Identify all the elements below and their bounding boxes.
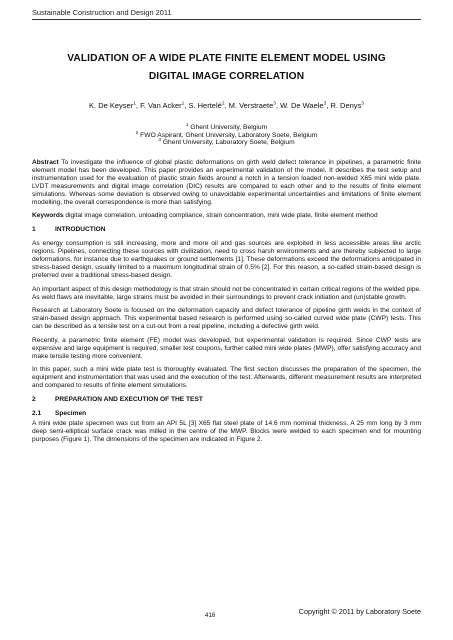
subsection-heading: 2.1 Specimen	[32, 409, 87, 417]
title-line-2: DIGITAL IMAGE CORRELATION	[148, 71, 305, 82]
title-line-1: VALIDATION OF A WIDE PLATE FINITE ELEMENT MODEL USING	[67, 53, 386, 64]
author: K. De Keyser$^1$	[89, 101, 136, 110]
author-list: K. De Keyser$^1$, F. Van Acker$^1$, S. Hertelé$^2$, M. Verstraete$^3$, W. De Waele$^3$, R. Denys$^3$	[89, 101, 364, 110]
abstract-label: Abstract	[32, 159, 59, 166]
keywords-label: Keywords	[32, 212, 64, 220]
author: R. Denys$^3$	[330, 101, 364, 110]
section-heading: 2 PREPARATION AND EXECUTION OF THE TEST	[32, 395, 203, 403]
keywords-text: digital image correlation, unloading compliance, strain concentration, mini wide plate, finite element method	[65, 212, 378, 220]
paragraph: Research at Laboratory Soete is focused on the deformation capacity and defect tolerance of pipeline girth welds in the context of strain-based design approach. This experimental based research is performed using so-called curved wide plate (CWP) tests. This can be described as a tensile test on a cut-out from a real pipeline, including a defective girth weld.	[32, 307, 421, 331]
affiliation: $^1$ Ghent University, Belgium	[185, 122, 268, 131]
affiliation: $^2$ FWO Aspirant, Ghent University, Laboratory Soete, Belgium	[135, 130, 318, 139]
header-rule	[32, 19, 421, 20]
author: W. De Waele$^3$	[280, 101, 327, 110]
paragraph: Recently, a parametric finite element (FE) model was developed, but experimental validation is required. Since CWP tests are expensive and large equipment is required, smaller test coupons, further called mini wide plates (MWP), offer satisfying accuracy and make tensile testing more convenient.	[32, 336, 421, 360]
paper-body	[32, 159, 421, 449]
page-number: 416	[205, 612, 216, 619]
section-heading: 1 INTRODUCTION	[32, 226, 106, 234]
author: F. Van Acker$^1$	[140, 101, 185, 110]
paragraph: In this paper, such a mini wide plate test is thoroughly evaluated. The first section discusses the preparation of the specimen, the equipment and instrumentation that was used and the execution of the test. Afterwards, different measurement results are interpreted and compared to results of finite element simulations.	[32, 365, 421, 389]
running-header: Sustainable Construction and Design 2011	[32, 8, 172, 17]
copyright-notice: Copyright © 2011 by Laboratory Soete	[298, 607, 421, 616]
affiliation-list	[32, 124, 421, 147]
author: S. Hertelé$^2$	[188, 101, 225, 110]
affiliation: $^3$ Ghent University, Laboratory Soete, Belgium	[158, 137, 295, 147]
abstract-text: To investigate the influence of global plastic deformations on girth weld defect tolerance in pipelines, a parametric finite element model has been developed. This paper provides an experimental validation of the model. It describes the test setup and instrumentation used for the evaluation of plastic strain fields around a notch in a tension loaded non-welded X65 mini wide plate. LVDT measurements and digital image correlation (DIC) results are compared to each other and to the results of finite element simulations. Whereas some deviation is observed owing to unavoidable experimental uncertainties and limitations of finite element modelling, the overall correspondence is more than satisfying.	[32, 159, 421, 206]
paper-title	[40, 50, 413, 86]
paragraph: As energy consumption is still increasing, more and more oil and gas sources are exploited in less accessible areas like arctic regions. Pipelines, connecting these sources with civilization, need to cross harsh environments and are thereby subjected to large deformations, for instance due to earthquakes or ground settlements [1]. These deformations exceed the deformations anticipated in stress-based design, usually limited to a maximum longitudinal strain of 0.5% [2]. For this reason, a so-called strain-based design is preferred over a traditional stress-based design.	[32, 240, 421, 280]
paragraph: An important aspect of this design methodology is that strain should not be concentrated in certain critical regions of the welded pipe. As weld flaws are inevitable, large strains must be avoided in their surroundings to prevent crack initiation and (un)stable growth.	[32, 285, 421, 301]
abstract	[32, 159, 421, 207]
keywords	[32, 212, 421, 220]
paragraph: A mini wide plate specimen was cut from an API 5L [3] X65 flat steel plate of 14.6 mm nominal thickness. A 25 mm long by 3 mm deep semi-elliptical surface crack was milled in the centre of the MWP. Blocks were welded to each specimen end for mounting purposes (Figure 1). The dimensions of the specimen are indicated in Figure 2.	[32, 419, 421, 443]
author: M. Verstraete$^3$	[228, 101, 276, 110]
